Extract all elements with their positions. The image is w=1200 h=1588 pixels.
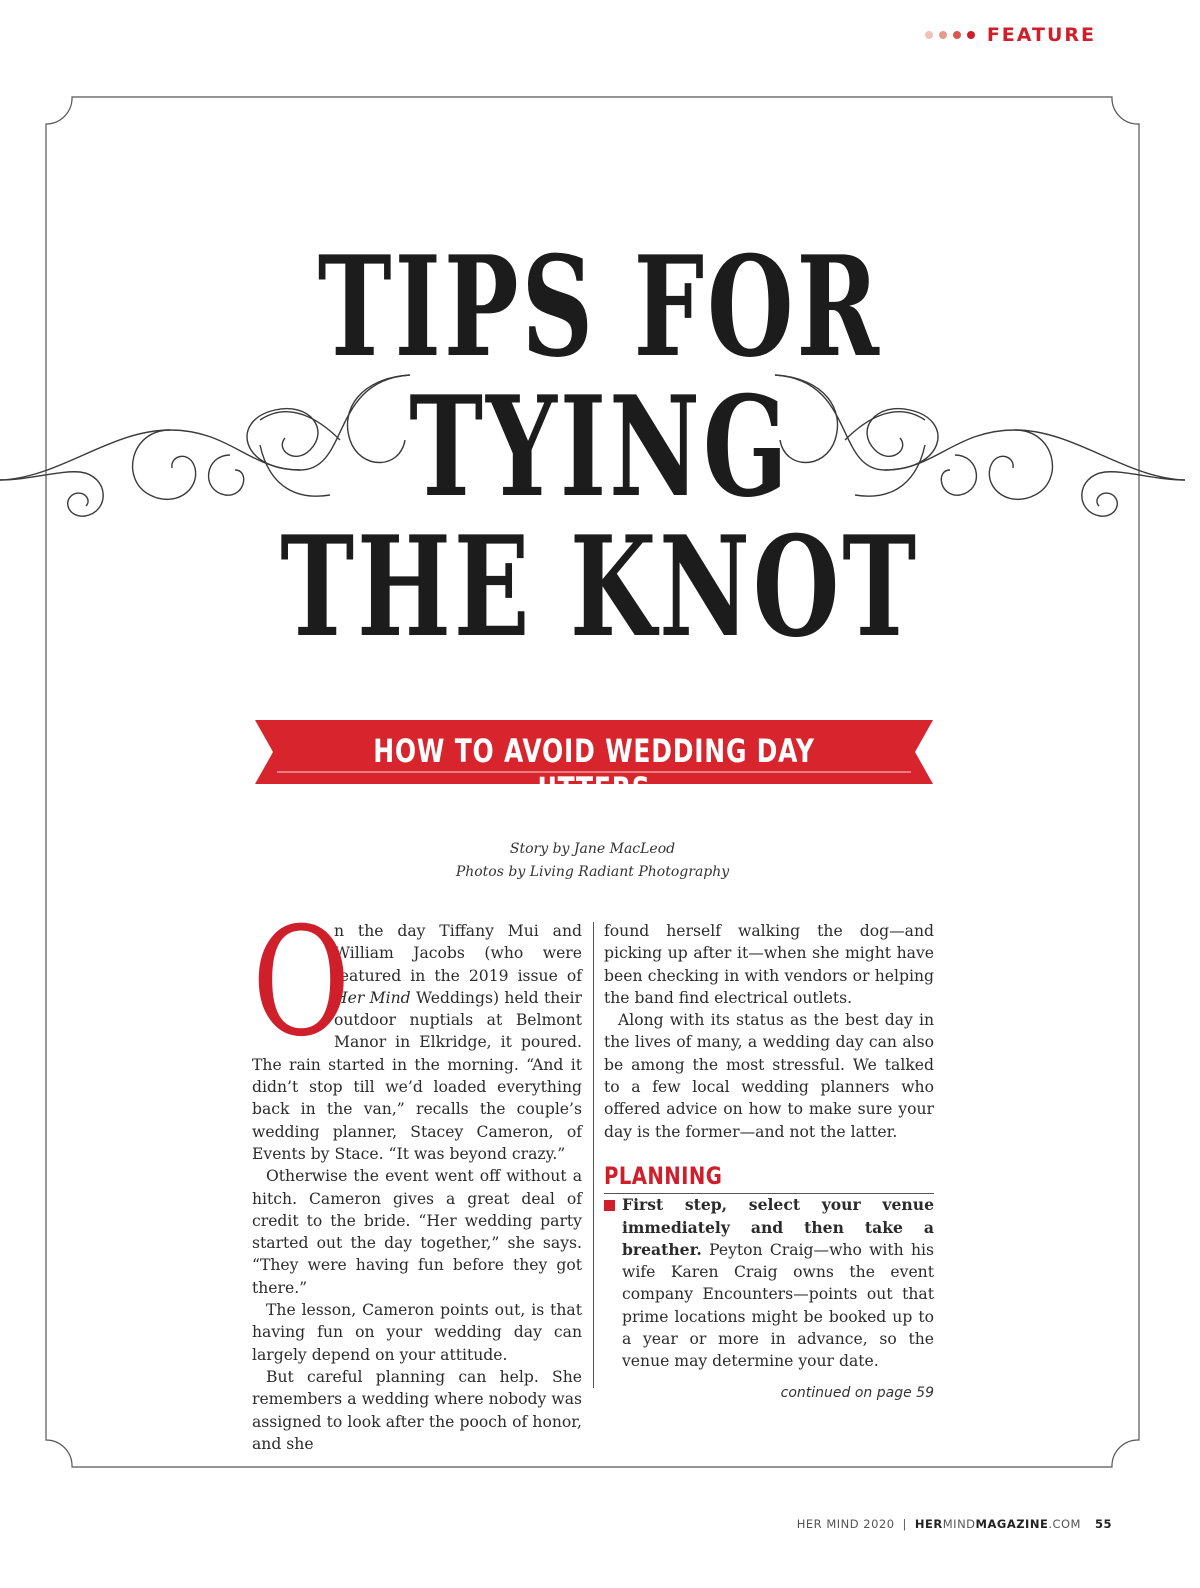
- headline-line-1: TIPS FOR: [317, 225, 883, 388]
- magazine-name: Her Mind: [334, 988, 411, 1007]
- paragraph-3: The lesson, Cameron points out, is that having fun on your wedding day can largely depend on your attitude.: [252, 1301, 582, 1364]
- website: HERMINDMAGAZINE.COM: [914, 1517, 1081, 1531]
- square-bullet-icon: [604, 1200, 615, 1211]
- issue-label: HER MIND 2020: [796, 1517, 895, 1531]
- credits: [0, 838, 1185, 884]
- paragraph-5: found herself walking the dog—and picking up after it—when she might have been checking in with vendors or helping the band find electrical outlets.: [604, 922, 934, 1007]
- paragraph-2: Otherwise the event went off without a hitch. Cameron gives a great deal of credit to the bride. “Her wedding party started out the day together,” she says. “They were having fun before they got there.”: [252, 1167, 582, 1297]
- article-column-1: [252, 896, 582, 1455]
- footer-separator: |: [902, 1517, 907, 1531]
- photo-credit: Photos by Living Radiant Photography: [455, 864, 730, 880]
- continued-note: continued on page 59: [780, 1385, 934, 1401]
- headline-line-3: THE KNOT: [280, 505, 920, 668]
- page-number: 55: [1094, 1517, 1112, 1531]
- paragraph-4: But careful planning can help. She remembers a wedding where nobody was assigned to look after the pooch of honor, and she: [252, 1367, 582, 1453]
- article-column-2: [604, 920, 934, 1373]
- headline-line-2: TYING: [409, 365, 791, 528]
- story-credit: Story by Jane MacLeod: [509, 841, 676, 857]
- column-divider: [593, 922, 594, 1388]
- section-label: FEATURE: [986, 24, 1096, 46]
- subtitle: HOW TO AVOID WEDDING DAY JITTERS: [373, 732, 815, 808]
- paragraph-1: O n the day Tiffany Mui and William Jacobs (who were featured in the 2019 issue of Her Mind Weddings) held their outdoor nuptials at Belmont Manor in Elkridge, it poured. The rain started in the morning. “And it didn’t stop till we’d loaded everything back in the van,” recalls the couple’s wedding planner, Stacey Cameron, of Events by Stace. “It was beyond crazy.”: [252, 896, 582, 1163]
- paragraph-6: Along with its status as the best day in the lives of many, a wedding day can also be among the most stressful. We talked to a few local wedding planners who offered advice on how to make sure your day is the former—and not the latter.: [604, 1011, 934, 1141]
- section-subhead: PLANNING: [604, 1165, 934, 1194]
- tip-paragraph: First step, select your venue immediately and then take a breather. Peyton Craig—who with his wife Karen Craig owns the event company Encounters—points out that prime locations might be booked up to a year or more in advance, so the venue may determine your date.: [604, 1194, 934, 1372]
- drop-cap: O: [252, 896, 351, 1070]
- page-footer: [797, 1517, 1112, 1531]
